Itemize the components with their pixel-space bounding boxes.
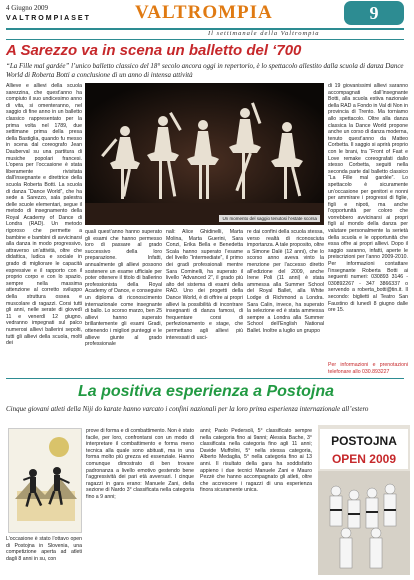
article-separator xyxy=(6,378,404,379)
photo-caption: Un momento del saggio tenutosi l’estate scorsa xyxy=(219,215,320,222)
article-column-5: di 19 giovanissimi allievi saranno accompagnati dall’insegnante Botti, alla scuola estiva nazionale della RAD a Fondo in Val di Non in provincia di Trento. Ma torniamo allo spettacolo. Oltre alla danza classica la Dance World propone anche un corso di danza moderna, tenuto quest’anno da Matteo Corbetta. Il saggio si aprirà proprio con le brani, tra “Front of Fast e Love remake coreografati dallo stesso Corbetta, seguiti nella seconda parte dal balletto classico “La Fille mal gardée”. Lo spettacolo è sicuramente un’occasione per genitori e nonni per ammirare i progressi di figlie, figli e nipoti, ma anche l’opportunità per coloro che vorrebbero avvicinarsi ai propri figli al mondo della danza per valutare personalmente la serietà della scuola e le opportunità che essa offre ai propri allievi. Dopo il saggio saranno, infatti, aperte le preiscrizioni per l’anno 2009-2010. Per informazioni contattare l’insegnante Roberta Botti ai seguenti numeri: 030893 3146 - 030892267 - 347 3866337 o servendo a roberta_botti@tin.it. Il secondo: biglietti al Teatro San Faustino di lunedì 8 giugno dalle ore 15. xyxy=(328,83,408,314)
postojna-banner-illustration xyxy=(318,425,410,575)
article-column-3: nali: Alice Ghidinelli, Marta Molina, Marta Guerini, Sara Conzi, Erika Bella e Benedetta Scala hanno superato l’esame del livello “Intermediate”, il primo dei gradi professionali mentre Sara Cominelli, ha superato il livello “Advanced 2”, il grado più alto del sistema di esami della RAD. Uno dei progetti della Dance World, è di offrire ai propri allievi la possibilità di incontrare insegnanti di danza famosi, di frequentare corsi di perfezionamento e stage, che permettano agli allievi più interessati di usci- xyxy=(166,229,243,341)
ballet-dancers-illustration xyxy=(85,83,324,225)
header-rule xyxy=(6,28,404,30)
article2-column-3: anni; Paolo Pedersoli, 5° classificato sempre nella categoria fino ai 9anni; Alessia Bache, 3° classificata nella categoria fino agli 11 anni; Davide Muffolini, 5° nella stessa categoria, Alberto Medaglia, 5° nella categoria fino ai 13 anni. Il risultato della gara ha soddisfatto appieno i due tecnici Manuele Zani e Mauro Pezzè che hanno accompagnato gli atleti, oltre che accrescere i ragazzi di una esperienza finora sicuramente unica. xyxy=(200,428,312,494)
masthead-subtitle: Il settimanale della Valtrompia xyxy=(208,30,320,37)
header-rule-bottom xyxy=(6,39,404,40)
karate-fighters-illustration xyxy=(9,429,82,533)
karate-poster-image xyxy=(8,428,82,533)
article-headline: A Sarezzo va in scena un balletto del ‘700 xyxy=(6,42,302,59)
article-headline-2: La positiva esperienza a Postojna xyxy=(77,383,335,400)
poster-title-text: POSTOJNA xyxy=(331,434,397,448)
contact-note: Per informazioni e prenotazioni telefonare allo 030.893227 xyxy=(328,362,408,375)
article-deck-2: Cinque giovani atleti della Niji do karate hanno varcato i confini nazionali per la loro prima esperienza internazionale all’estero xyxy=(6,405,369,413)
article-column-4: re dai confini della scuola stessa, verso realtà di riconosciuta importanza. A tale proposito, oltre a Simone Dalè (12 anni), che lo scorso anno aveva vinto la menzione per l’accesso diretto all’edizione del 2009, anche Irene Poli (11 anni) è stata ammessa alla Summer School del Royal Ballet, alla White Lodge di Richmond a Londra. Sara Calin, invece, ha superato la selezione ed è stata ammessa sempre a Londra alla Summer School dell’English National Ballet. Inoltre a luglio un gruppo xyxy=(247,229,324,334)
article-column-2: quali quest’anno hanno superato gli esami che hanno permesso loro di passare al grado successivo della loro preparazione. Infatti, annualmente gli allievi possono sostenere un esame ufficiale per poter ottenere il titolo di ballerino professionista della Royal Academy of Dance, e conseguire un diploma di riconoscimento internazionale come insegnante di ballo. Lo scorso marzo, ben 25 allievi hanno superato brillantemente gli esami Gradi, ottenendo i migliori punteggi e le allieve giunte al grado professionale xyxy=(85,229,162,348)
article-deck: “La Fille mal gardée” l’unico balletto classico del 18° secolo ancora oggi in repertorio, è lo spettacolo allestito dalla scuola di danza Dance World di Roberta Botti a conclusione di un anno di intensa attività xyxy=(6,62,404,79)
article-column-1: Allieve e allievi della scuola sarezzina, che quest’anno ha compiuto il suo undicesimo anno di vita, si omenteranno, nel saggio di fine anno in un balletto classico rappresentato per la prima volta nel 1789, due settimane prima della presa della Bastiglia, quando fu messo in scena dal coreografo Jean Dauberval su una partitura di musiche popolari francesi. L’opera per l’occasione è stata liberamente rivisitata dall’insegnante e direttrice della scuola Roberta Botti. La scuola di danza “Dance World”, che ha sede a Sarezzo, sala palestra delle scuole elementari, segue il metodo di insegnamento della Royal Academy of Dance di Londra (RAD). Un metodo rigoroso che permette a bambine e bambini di avvicinarsi alla danza in modo progressivo, attraverso un’attività, oltre che didattica, ludica e sociale in grado di migliorare le capacità espressive e il rapporto con il proprio corpo e con lo spazio, sempre nella massima attenzione al corretto sviluppo della struttura ossea e muscolare di ragazzi. Corsi tutti gli anni, nelle serate di giovedì 11 e venerdì 12 giugno, vedranno impegnati sul palco numerosi allievi ballerini sepolti, tutti gli allievi della scuola, molti dei xyxy=(6,83,82,347)
brand-name: VALTROMPIASET xyxy=(6,15,91,22)
karate-team-photo xyxy=(318,425,410,575)
poster-subtitle-text: OPEN 2009 xyxy=(331,452,397,466)
issue-date: 4 Giugno 2009 xyxy=(6,4,48,12)
ballet-photo xyxy=(85,83,324,225)
masthead-title: VALTROMPIA xyxy=(135,2,273,23)
page-number-badge: 9 xyxy=(344,1,404,25)
article2-column-1: L’occasione è stato l’ottavo open di Postojna in Slovenia, una competizione aperta ad atleti dagli 8 anni in su, con xyxy=(6,536,82,562)
article2-column-2: prove di forma e di combattimento. Non è stato facile, per loro, confrontarsi con un modo di interpretare il combattimento e forma meno tecnica alla quale sono abituati, ma in una forma molto più grezza ed essenziale. Hanno comunque dimostrato di ben trovare padronanza a livello emotivo gestendo bene l’aggressività dei pari età avversari. I cinque ragazzi in gara erano: Manuele Zani, della sezione di Nardo 3° classificata nella categoria fino a 9 anni; xyxy=(86,428,194,500)
